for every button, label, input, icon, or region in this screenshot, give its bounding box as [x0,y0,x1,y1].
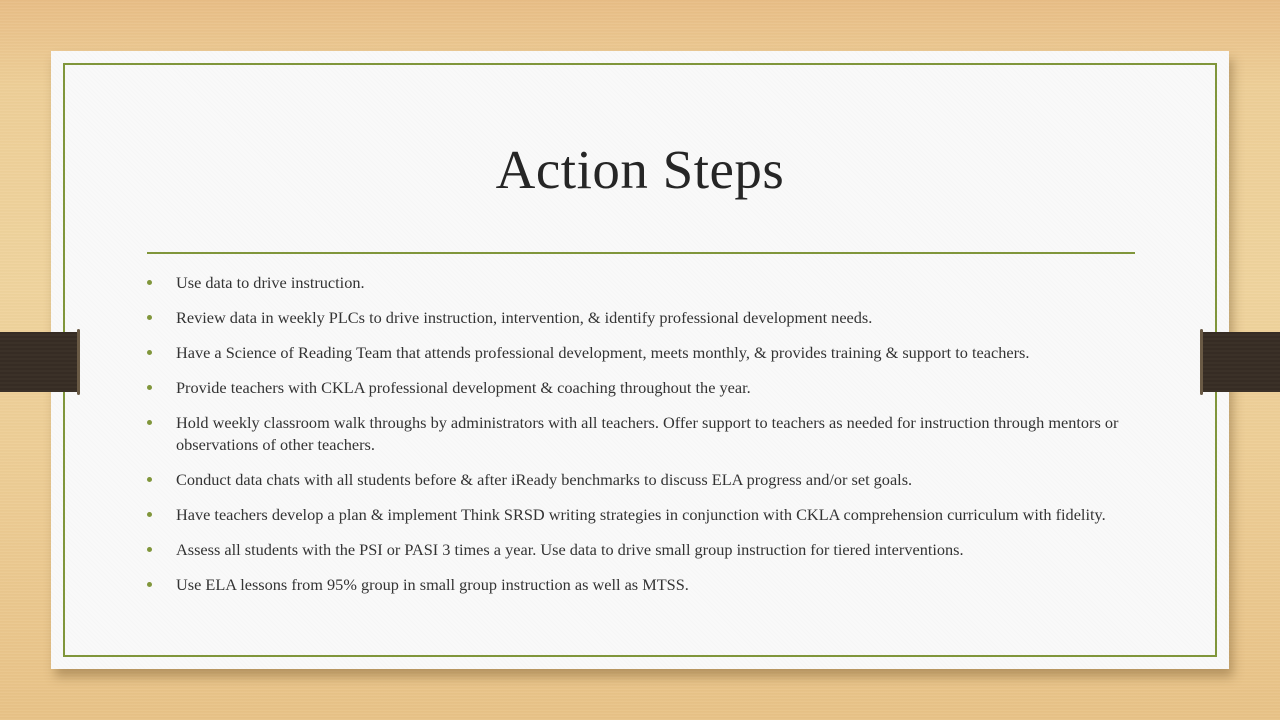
slide-title: Action Steps [495,139,785,200]
bullet-icon [147,315,152,320]
bullet-icon [147,582,152,587]
bullet-text: Have teachers develop a plan & implement Think SRSD writing strategies in conjunction with CKLA comprehension curriculum with fidelity. [176,505,1106,524]
bullet-text: Use ELA lessons from 95% group in small group instruction as well as MTSS. [176,575,689,594]
binder-clip-right [1200,332,1280,392]
bullet-text: Have a Science of Reading Team that attends professional development, meets monthly, & provides training & support to teachers. [176,343,1030,362]
bullet-item [147,377,1137,399]
bullet-text: Provide teachers with CKLA professional development & coaching throughout the year. [176,378,751,397]
bullet-icon [147,420,152,425]
bullet-icon [147,547,152,552]
bullet-item [147,307,1137,329]
bullet-list [147,272,1137,609]
bullet-item [147,272,1137,294]
bullet-icon [147,477,152,482]
bullet-item [147,412,1137,456]
bullet-icon [147,280,152,285]
bullet-item [147,469,1137,491]
bullet-item [147,504,1137,526]
bullet-text: Assess all students with the PSI or PASI 3 times a year. Use data to drive small group instruction for tiered interventions. [176,540,964,559]
bullet-icon [147,512,152,517]
bullet-item [147,539,1137,561]
bullet-text: Hold weekly classroom walk throughs by administrators with all teachers. Offer support to teachers as needed for instruction through mentors or observations of other teachers. [176,413,1119,454]
binder-clip-left [0,332,80,392]
bullet-icon [147,385,152,390]
title-divider [147,252,1135,254]
bullet-item [147,574,1137,596]
bullet-text: Conduct data chats with all students before & after iReady benchmarks to discuss ELA progress and/or set goals. [176,470,913,489]
bullet-item [147,342,1137,364]
bullet-text: Use data to drive instruction. [176,273,365,292]
bullet-text: Review data in weekly PLCs to drive instruction, intervention, & identify professional development needs. [176,308,873,327]
bullet-icon [147,350,152,355]
